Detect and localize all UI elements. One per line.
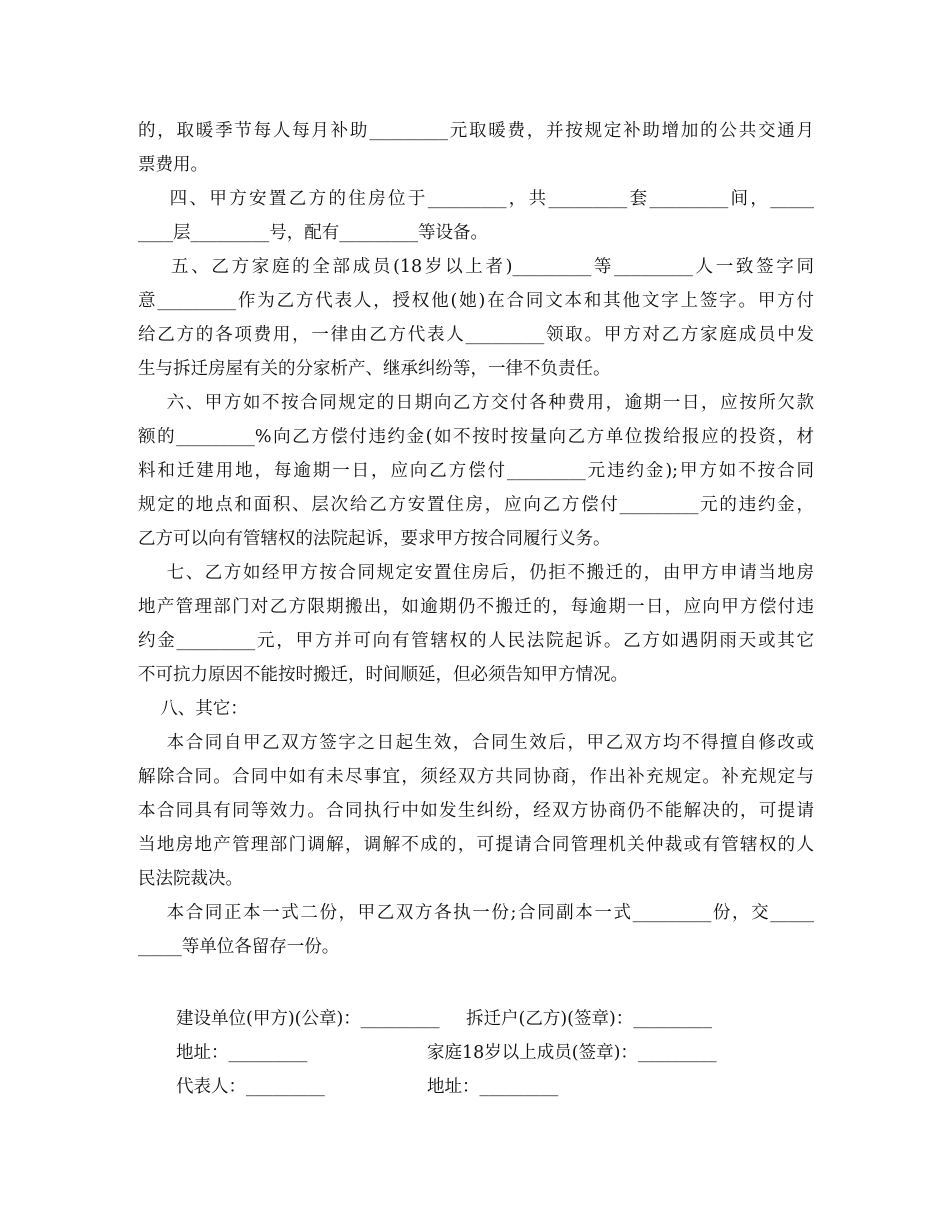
relocatee-signature-field: 拆迁户(乙方)(签章)：_________ [466,1009,713,1029]
contract-text-line: 本合同具有同等效力。合同执行中如发生纠纷，经双方协商仍不能解决的，可提请 [138,801,814,821]
contract-text-line: 规定的地点和面积、层次给乙方安置住房，应向乙方偿付_________元的违约金， [138,495,814,515]
contract-text-line: 生与拆迁房屋有关的分家析产、继承纠纷等，一律不负责任。 [138,359,611,379]
adult-members-signature-field: 家庭18岁以上成员(签章)：_________ [427,1043,717,1063]
representative-field: 代表人：_________ [176,1077,325,1097]
contract-text-line: _____等单位各留存一份。 [138,937,340,957]
contract-text-line: 乙方可以向有管辖权的法院起诉，要求甲方按合同履行义务。 [138,529,611,549]
contract-text-line: 料和迁建用地，每逾期一日，应向乙方偿付_________元违约金);甲方如不按合同 [138,461,814,481]
contract-text-line: 民法院裁决。 [138,869,243,889]
contract-text-line: 本合同自甲乙双方签字之日起生效，合同生效后，甲乙双方均不得擅自修改或 [138,733,814,753]
contract-text-line: 的，取暖季节每人每月补助_________元取暖费，并按规定补助增加的公共交通月 [138,121,814,141]
contract-text-line: 四、甲方安置乙方的住房位于_________，共_________套_________间，_____ [138,189,814,209]
contract-text-line: 给乙方的各项费用，一律由乙方代表人_________领取。甲方对乙方家庭成员中发 [138,325,814,345]
contract-text-line: 地产管理部门对乙方限期搬出，如逾期仍不搬迁的，每逾期一日，应向甲方偿付违 [138,597,814,617]
contract-text-line: 约金_________元，甲方并可向有管辖权的人民法院起诉。乙方如遇阴雨天或其它 [138,631,814,651]
contract-text-line: 本合同正本一式二份，甲乙双方各执一份;合同副本一式_________份，交_____ [138,903,814,923]
contract-text-line: 意_________作为乙方代表人，授权他(她)在合同文本和其他文字上签字。甲方付 [138,291,814,311]
contract-text-line: 八、其它： [138,699,248,719]
contract-text-line: 额的_________%向乙方偿付违约金(如不按时按量向乙方单位拨给报应的投资，材 [138,427,814,447]
contract-text-line: 解除合同。合同中如有未尽事宜，须经双方共同协商，作出补充规定。补充规定与 [138,767,814,787]
address-field-party-a: 地址：_________ [176,1043,308,1063]
address-field-party-b: 地址：_________ [427,1077,559,1097]
contract-text-line: 六、甲方如不按合同规定的日期向乙方交付各种费用，逾期一日，应按所欠款 [138,393,814,413]
contract-text-line: 七、乙方如经甲方按合同规定安置住房后，仍拒不搬迁的，由甲方申请当地房 [138,563,814,583]
contract-text-line: ____层_________号，配有_________等设备。 [138,223,488,243]
contract-text-line: 不可抗力原因不能按时搬迁，时间顺延，但必须告知甲方情况。 [138,665,628,685]
contract-text-line: 票费用。 [138,155,208,175]
contract-text-line: 五、乙方家庭的全部成员(18岁以上者)_________等_________人一致签字同 [138,257,814,277]
builder-signature-field: 建设单位(甲方)(公章)：_________ [176,1009,440,1029]
contract-text-line: 当地房地产管理部门调解，调解不成的，可提请合同管理机关仲裁或有管辖权的人 [138,835,814,855]
